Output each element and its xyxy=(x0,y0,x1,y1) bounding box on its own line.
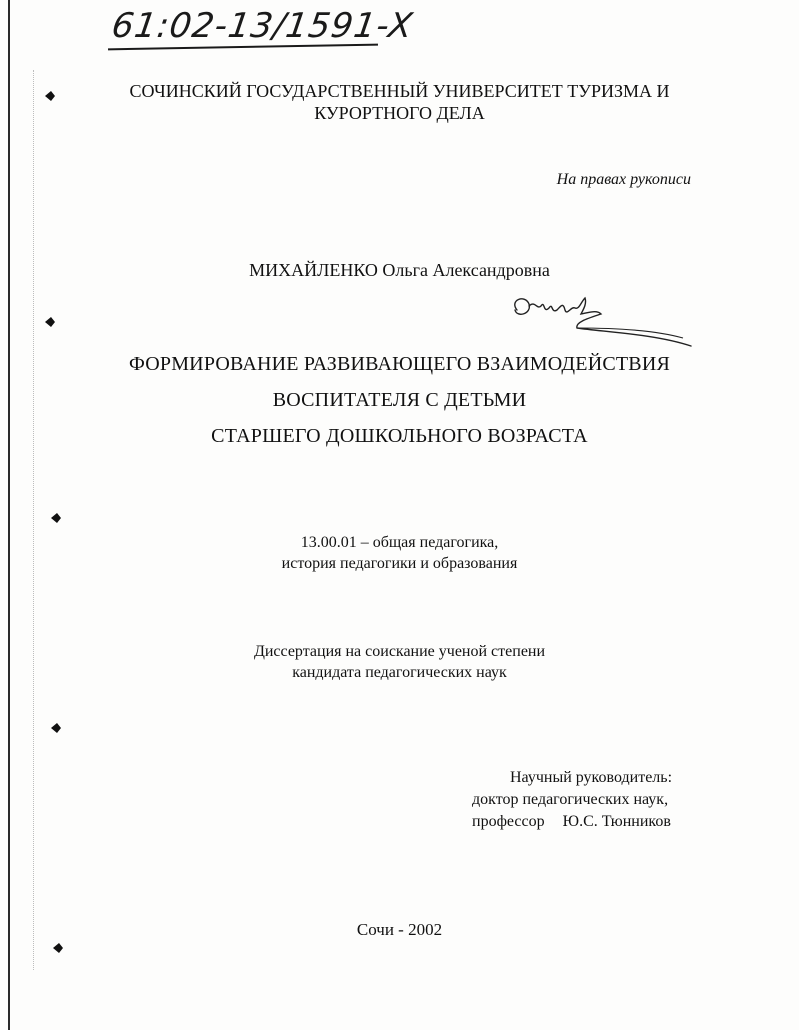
specialty-code xyxy=(0,532,799,574)
degree-line-1: Диссертация на соискание ученой степени xyxy=(253,643,546,660)
manuscript-rights-note: На правах рукописи xyxy=(556,171,691,188)
supervisor-role: профессор xyxy=(472,813,545,830)
city-year: Сочи - 2002 xyxy=(356,920,443,939)
supervisor-heading: Научный руководитель: xyxy=(510,769,673,786)
specialty-line-1: 13.00.01 – общая педагогика, xyxy=(300,534,499,551)
institution-line-2: КУРОРТНОГО ДЕЛА xyxy=(314,103,485,123)
registry-number: 61:02-13/1591-X xyxy=(109,6,416,46)
scientific-supervisor xyxy=(472,767,672,833)
thesis-title xyxy=(0,346,799,454)
supervisor-role-name xyxy=(472,811,672,833)
degree-line-2: кандидата педагогических наук xyxy=(292,664,507,681)
binding-mark-icon xyxy=(44,316,56,328)
scan-dotted-margin xyxy=(33,70,35,970)
binding-mark-icon xyxy=(50,722,62,734)
binding-mark-icon xyxy=(50,512,62,524)
institution-name xyxy=(0,80,799,124)
author-name: МИХАЙЛЕНКО Ольга Александровна xyxy=(249,260,550,280)
supervisor-degree: доктор педагогических наук, xyxy=(472,791,669,808)
signature-icon xyxy=(505,288,695,348)
specialty-line-2: история педагогики и образования xyxy=(281,555,518,572)
degree-statement xyxy=(0,641,799,683)
institution-line-1: СОЧИНСКИЙ ГОСУДАРСТВЕННЫЙ УНИВЕРСИТЕТ ТУРИЗМА И xyxy=(129,81,670,101)
binding-mark-icon xyxy=(52,942,64,954)
thesis-title-line-3: СТАРШЕГО ДОШКОЛЬНОГО ВОЗРАСТА xyxy=(211,425,588,447)
thesis-title-line-1: ФОРМИРОВАНИЕ РАЗВИВАЮЩЕГО ВЗАИМОДЕЙСТВИЯ xyxy=(128,353,671,375)
scan-border-line xyxy=(8,0,10,1030)
supervisor-name: Ю.С. Тюнников xyxy=(562,813,671,830)
thesis-title-line-2: ВОСПИТАТЕЛЯ С ДЕТЬМИ xyxy=(272,389,527,411)
